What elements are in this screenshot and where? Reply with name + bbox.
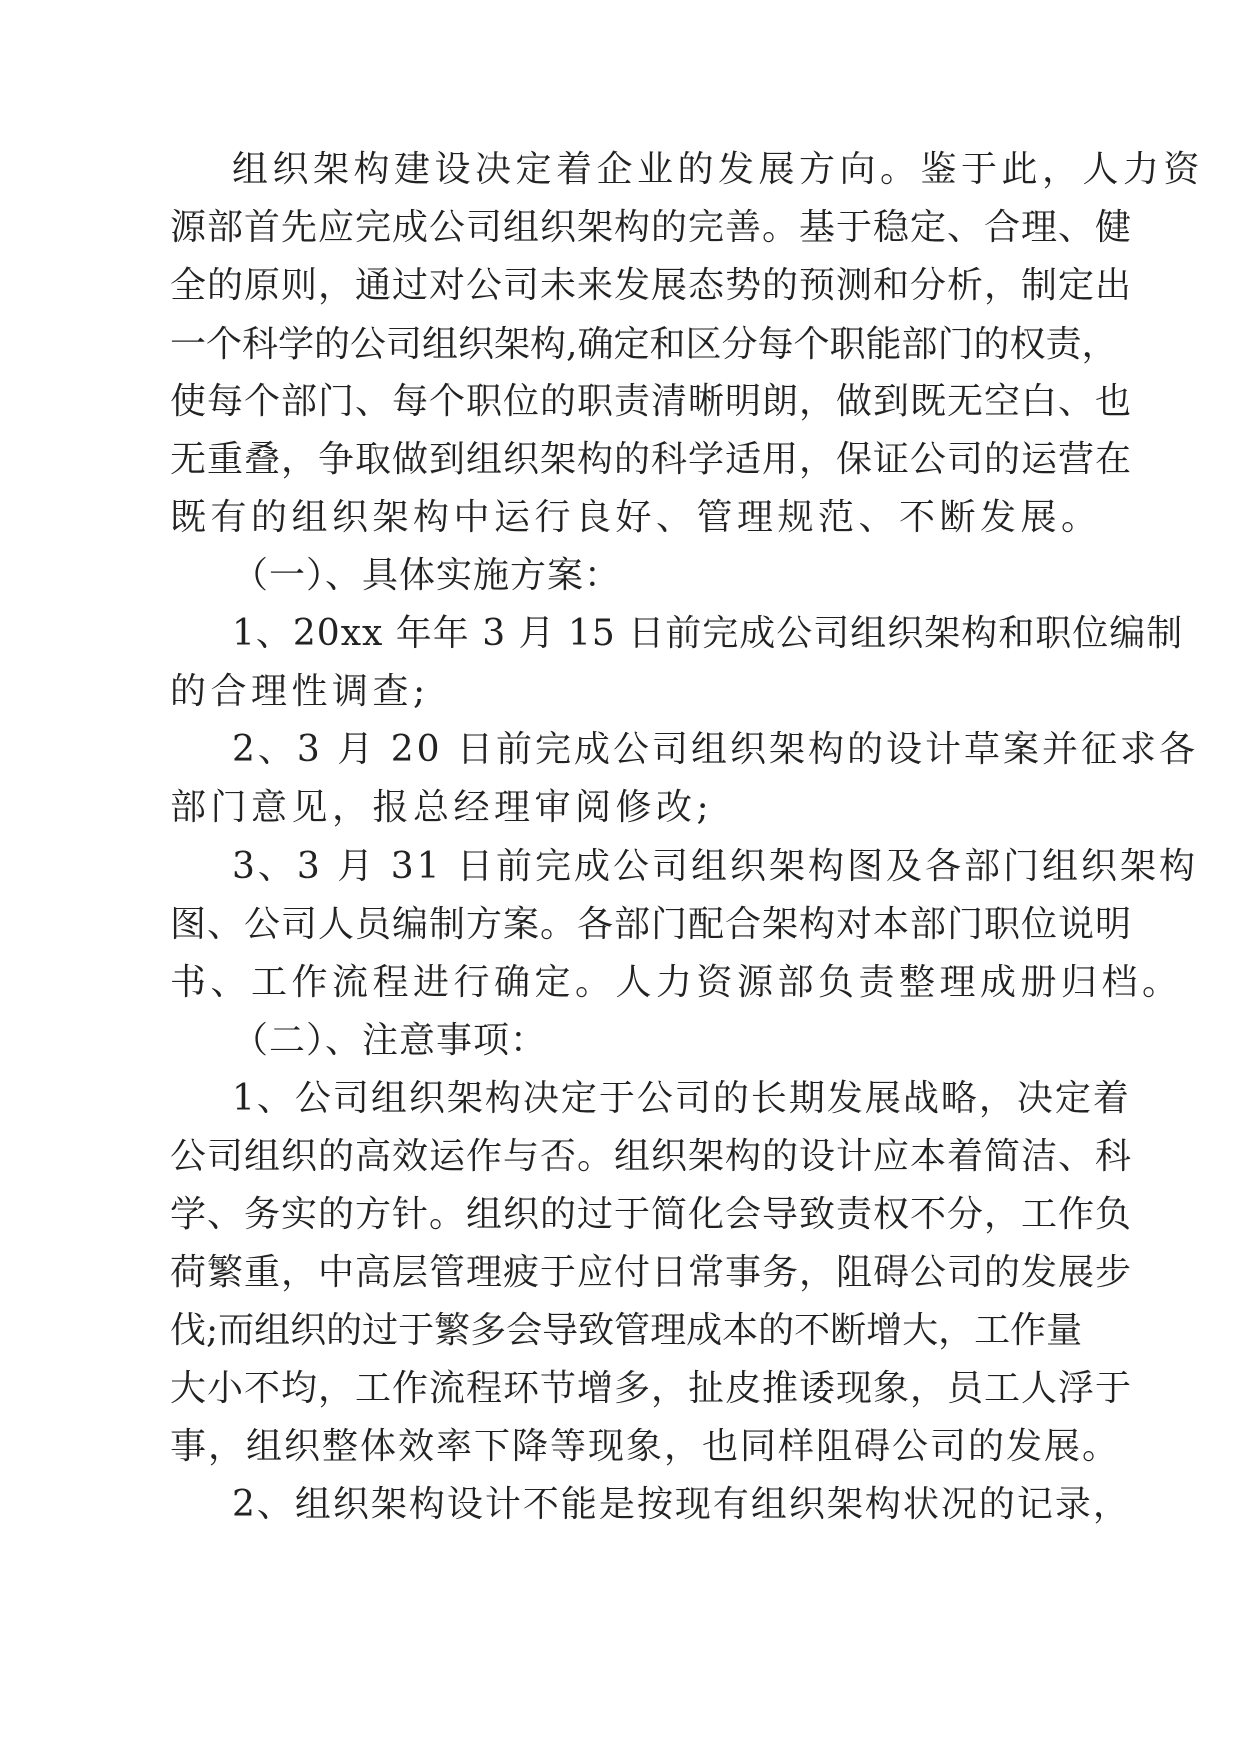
paragraph-line: 源部首先应完成公司组织架构的完善。基于稳定、合理、健: [170, 207, 1133, 248]
list-item-line: 部门意见，报总经理审阅修改;: [170, 787, 714, 828]
section-heading: （二）、注意事项：: [232, 1020, 548, 1061]
paragraph-line: 组织架构建设决定着企业的发展方向。鉴于此，人力资: [232, 149, 1205, 190]
list-item-line: 书、工作流程进行确定。人力资源部负责整理成册归档。: [170, 962, 1183, 1003]
paragraph-line: 既有的组织架构中运行良好、管理规范、不断发展。: [170, 497, 1102, 538]
section-heading: （一）、具体实施方案：: [232, 555, 622, 596]
list-item-line: 伐;而组织的过于繁多会导致管理成本的不断增大，工作量: [170, 1310, 1083, 1351]
paragraph-line: 一个科学的公司组织架构,确定和区分每个职能部门的权责，: [170, 324, 1118, 365]
list-item-line: 学、务实的方针。组织的过于简化会导致责权不分，工作负: [170, 1194, 1133, 1235]
paragraph-line: 无重叠，争取做到组织架构的科学适用，保证公司的运营在: [170, 439, 1133, 480]
list-item-line: 2、3 月 20 日前完成公司组织架构的设计草案并征求各: [232, 729, 1198, 770]
list-item-line: 2、组织架构设计不能是按现有组织架构状况的记录，: [232, 1484, 1131, 1525]
list-item-line: 的合理性调查;: [170, 671, 430, 712]
paragraph-line: 全的原则，通过对公司未来发展态势的预测和分析，制定出: [170, 265, 1133, 306]
list-item-line: 3、3 月 31 日前完成公司组织架构图及各部门组织架构: [232, 846, 1198, 887]
list-item-line: 事，组织整体效率下降等现象，也同样阻碍公司的发展。: [170, 1426, 1121, 1467]
list-item-line: 图、公司人员编制方案。各部门配合架构对本部门职位说明: [170, 904, 1133, 945]
paragraph-line: 使每个部门、每个职位的职责清晰明朗，做到既无空白、也: [170, 381, 1133, 422]
list-item-line: 公司组织的高效运作与否。组织架构的设计应本着简洁、科: [170, 1136, 1133, 1177]
list-item-line: 大小不均，工作流程环节增多，扯皮推诿现象，员工人浮于: [170, 1368, 1133, 1409]
list-item-line: 1、公司组织架构决定于公司的长期发展战略，决定着: [232, 1078, 1131, 1119]
list-item-line: 1、20xx 年年 3 月 15 日前完成公司组织架构和职位编制: [232, 613, 1184, 654]
list-item-line: 荷繁重，中高层管理疲于应付日常事务，阻碍公司的发展步: [170, 1252, 1133, 1293]
